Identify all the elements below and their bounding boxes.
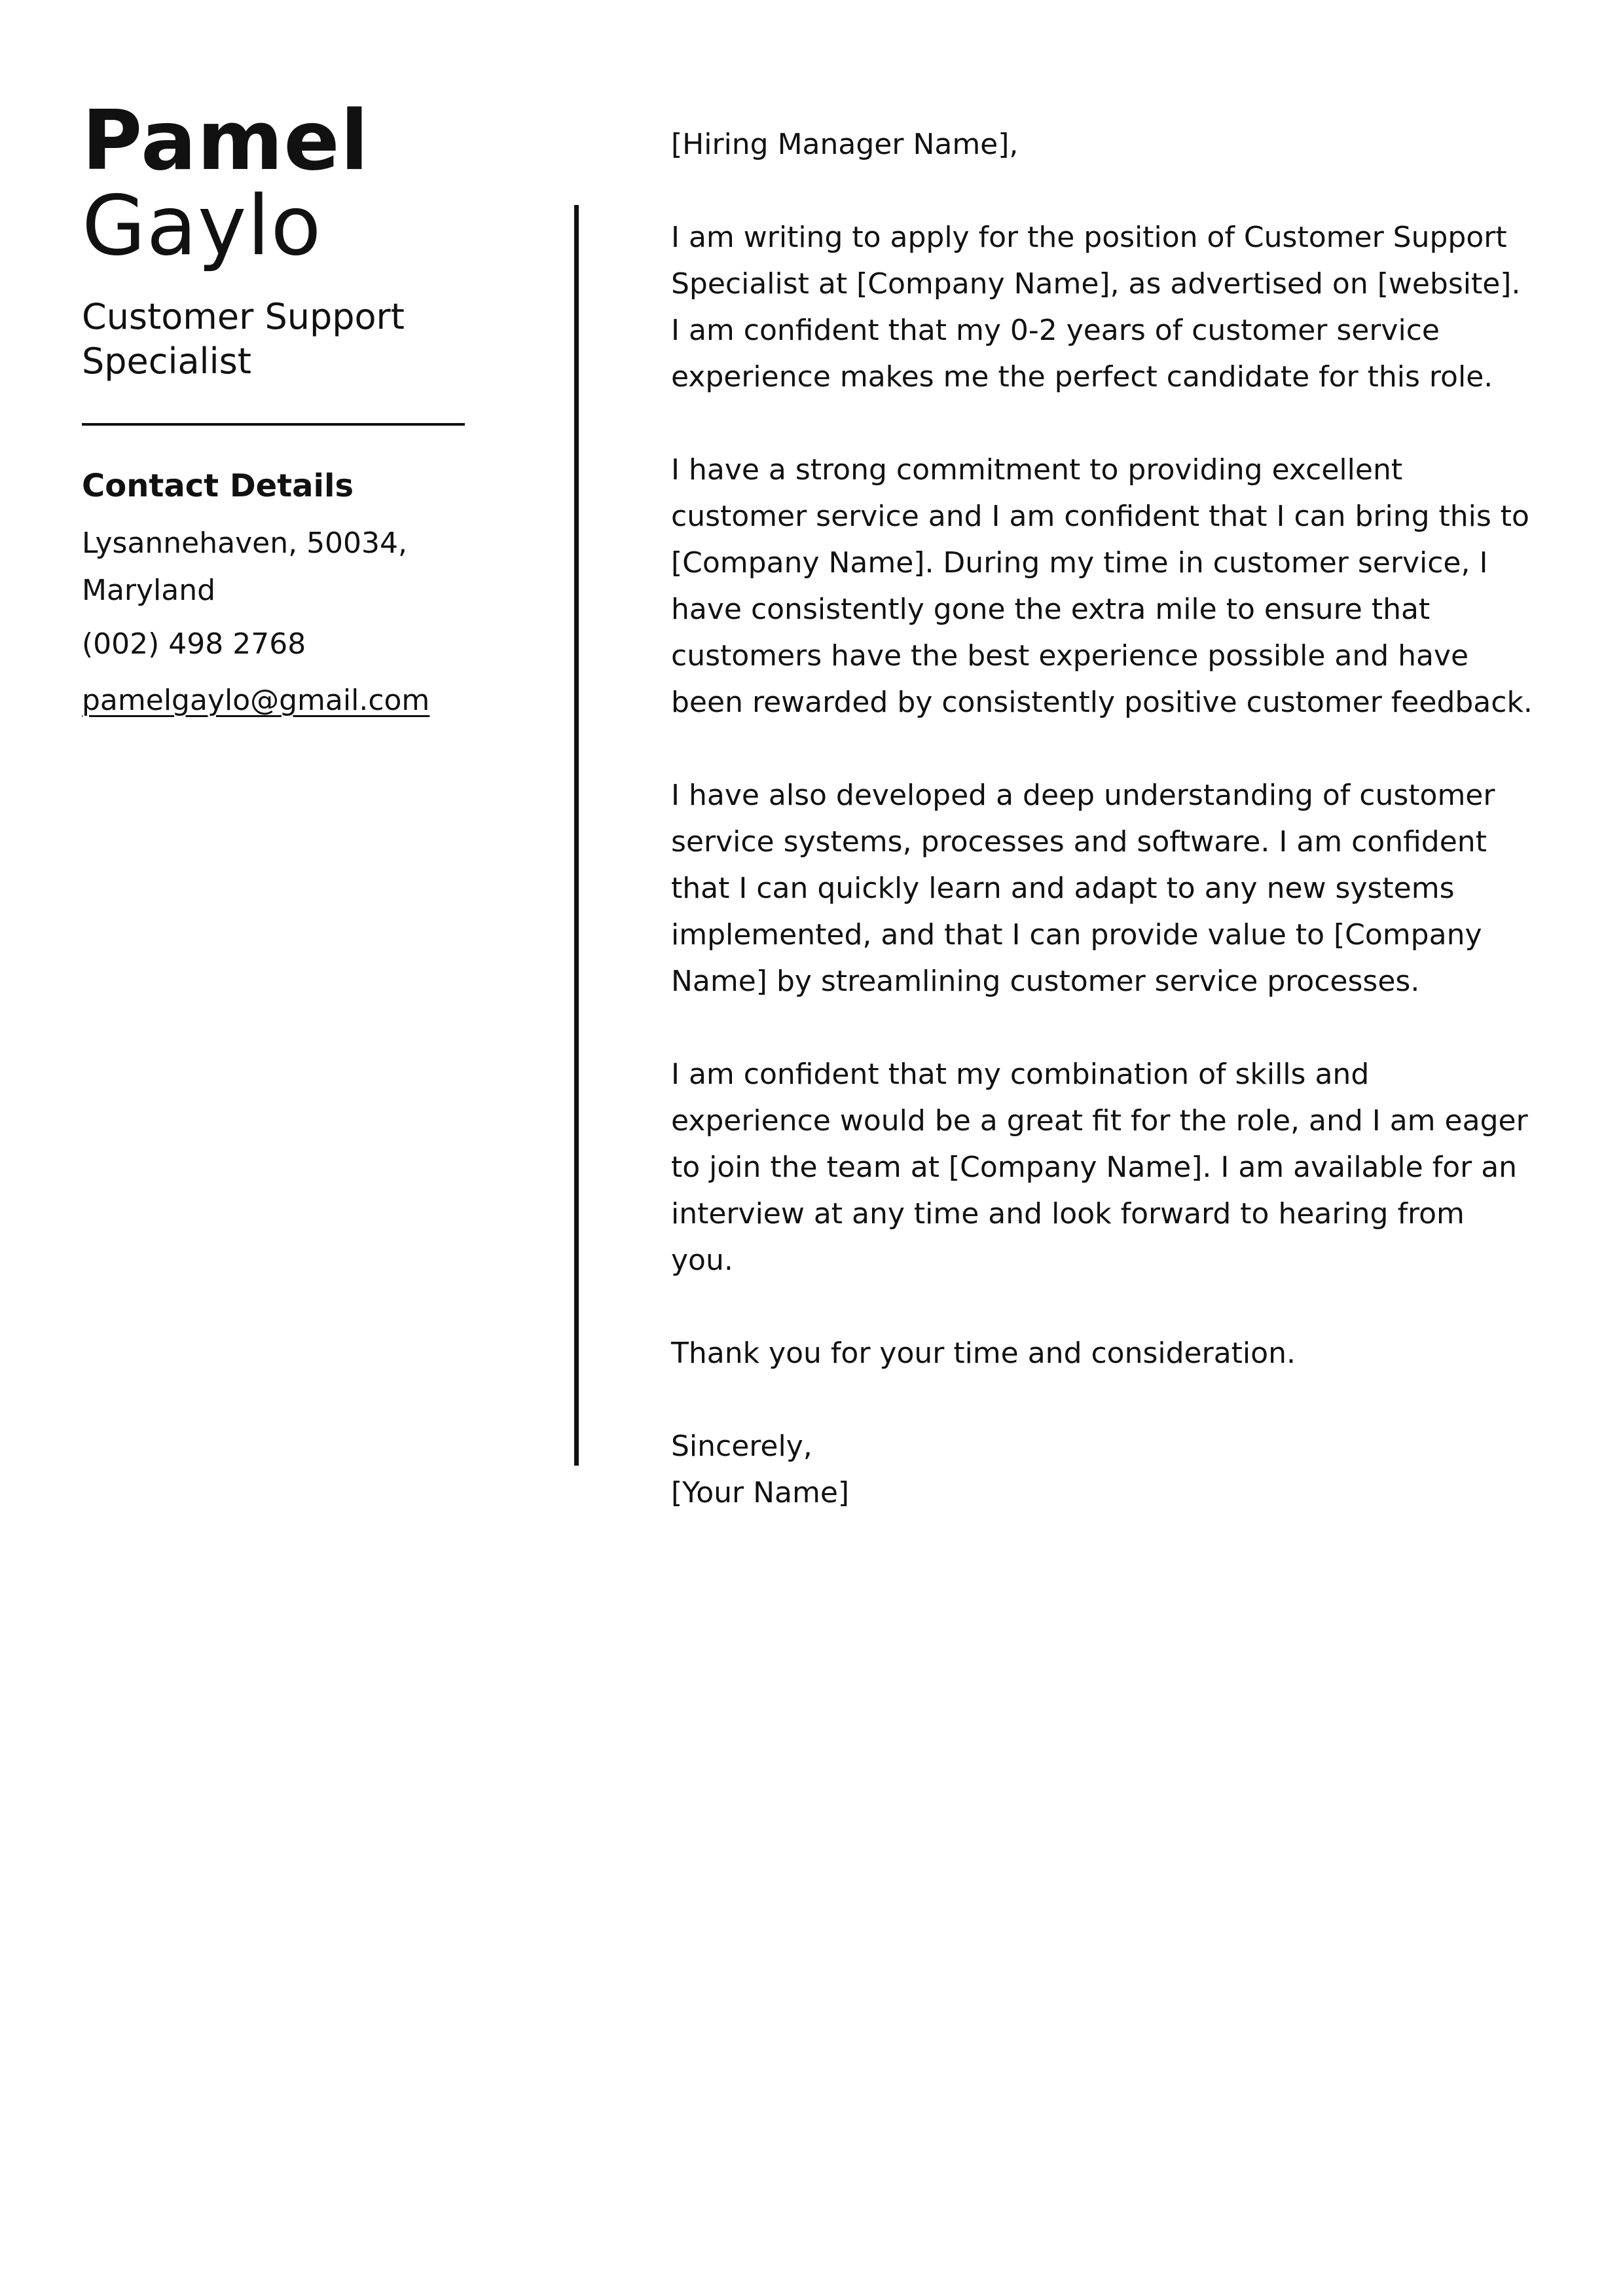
first-name: Pamel bbox=[82, 92, 369, 189]
contact-email-link[interactable]: pamelgaylo@gmail.com bbox=[82, 684, 430, 717]
vertical-divider bbox=[574, 205, 579, 1466]
last-name: Gaylo bbox=[82, 177, 322, 274]
job-title: Customer Support Specialist bbox=[82, 296, 405, 382]
letter-paragraph: I have a strong commitment to providing excellent customer service and I am confident that I can bring this to [Company Name]. During my time in customer service, I have consistently gone the extra mile to ensure that customers have the best experience possible and have been rewarded by consistently positive customer feedback. bbox=[671, 453, 1533, 719]
header-divider bbox=[82, 423, 465, 426]
letter-paragraph: I am writing to apply for the position of Customer Support Specialist at [Company Name], as advertised on [website]. I am confident that my 0-2 years of customer service experience makes me the perfect candidate for this role. bbox=[671, 221, 1521, 394]
contact-phone: (002) 498 2768 bbox=[82, 627, 306, 661]
letter-body bbox=[671, 121, 1535, 1516]
closing: Sincerely, bbox=[671, 1430, 812, 1463]
contact-heading: Contact Details bbox=[82, 468, 354, 504]
signature: [Your Name] bbox=[671, 1476, 850, 1509]
salutation: [Hiring Manager Name], bbox=[671, 128, 1019, 161]
letter-paragraph: Thank you for your time and consideration. bbox=[671, 1337, 1296, 1370]
contact-address: Lysannehaven, 50034, Maryland bbox=[82, 527, 408, 607]
left-column bbox=[82, 92, 475, 724]
letter-paragraph: I am confident that my combination of skills and experience would be a great fit for the role, and I am eager to join the team at [Company Name]. I am available for an interview at any time and look forward to hearing from you. bbox=[671, 1058, 1528, 1277]
letter-paragraph: I have also developed a deep understanding of customer service systems, processes and software. I am confident that I can quickly learn and adapt to any new systems implemented, and that I can provide value to [Company Name] by streamlining customer service processes. bbox=[671, 779, 1495, 998]
